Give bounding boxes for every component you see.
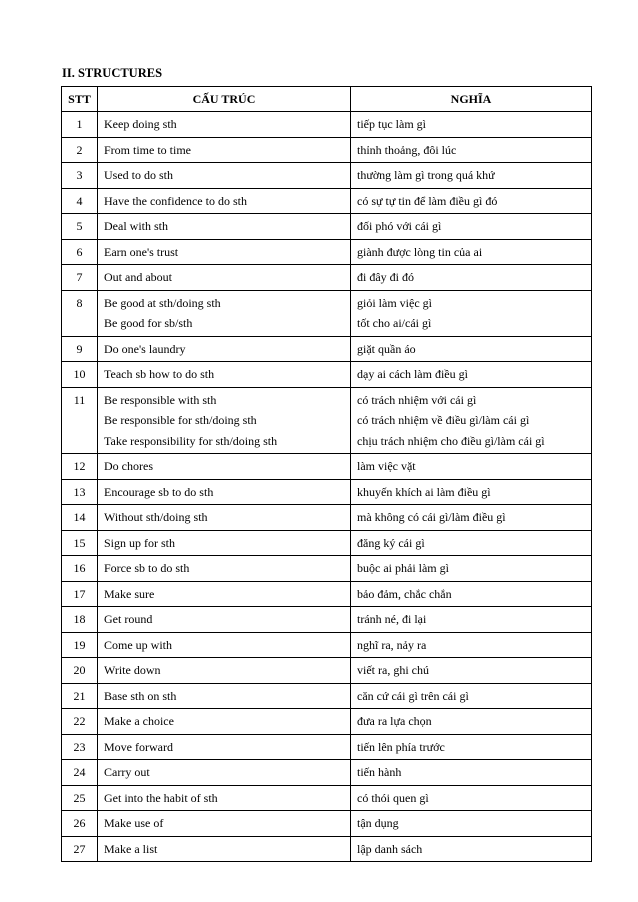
structure-cell: [98, 454, 351, 480]
table-row: [62, 530, 592, 556]
table-row: [62, 137, 592, 163]
meaning-cell: [351, 632, 592, 658]
section-heading: II. STRUCTURES: [62, 66, 163, 80]
meaning-text: thỉnh thoảng, đôi lúc: [357, 142, 457, 157]
structure-cell: [98, 188, 351, 214]
table-row: [62, 188, 592, 214]
structure-cell: [98, 530, 351, 556]
structure-cell: [98, 290, 351, 336]
meaning-cell: [351, 290, 592, 336]
meaning-text: bảo đảm, chắc chắn: [357, 586, 452, 601]
meaning-cell: [351, 112, 592, 138]
structure-cell: [98, 362, 351, 388]
meaning-text: dạy ai cách làm điều gì: [357, 367, 468, 381]
meaning-text: có thói quen gì: [357, 790, 429, 805]
structure-text: Be good at sth/doing sth: [104, 295, 221, 310]
structure-text: Out and about: [104, 270, 172, 284]
structure-text: Without sth/doing sth: [104, 510, 208, 524]
row-number: 5: [62, 214, 98, 240]
table-row: [62, 632, 592, 658]
row-number: 7: [62, 265, 98, 291]
structure-cell: [98, 336, 351, 362]
table-row: [62, 112, 592, 138]
structure-cell: [98, 214, 351, 240]
table-row: [62, 607, 592, 633]
structure-text: Force sb to do sth: [104, 561, 190, 575]
meaning-text: đi đây đi đó: [357, 270, 414, 284]
structure-text: Come up with: [104, 637, 172, 652]
structure-text: Be responsible with sth: [104, 392, 217, 407]
meaning-cell: [351, 163, 592, 189]
structure-cell: [98, 581, 351, 607]
structure-cell: [98, 163, 351, 189]
table-row: [62, 454, 592, 480]
table-row: [62, 336, 592, 362]
row-number: 19: [62, 632, 98, 658]
meaning-cell: [351, 836, 592, 862]
table-row: [62, 387, 592, 454]
structure-cell: [98, 658, 351, 684]
structure-text: Teach sb how to do sth: [104, 367, 215, 381]
table-row: [62, 658, 592, 684]
row-number: 26: [62, 811, 98, 837]
meaning-text: khuyến khích ai làm điều gì: [357, 484, 491, 499]
structure-text: Get round: [104, 612, 153, 626]
meaning-text: có sự tự tin để làm điều gì đó: [357, 193, 498, 208]
row-number: 14: [62, 505, 98, 531]
meaning-text: giặt quần áo: [357, 341, 416, 356]
meaning-text: giành được lòng tin của ai: [357, 244, 483, 259]
meaning-text: tốt cho ai/cái gì: [357, 316, 432, 330]
row-number: 25: [62, 785, 98, 811]
meaning-text: đưa ra lựa chọn: [357, 714, 432, 728]
meaning-text: làm việc vặt: [357, 459, 416, 473]
meaning-text: tận dụng: [357, 816, 399, 830]
header-structure: CẤU TRÚC: [98, 87, 351, 112]
meaning-cell: [351, 658, 592, 684]
structure-text: Do one's laundry: [104, 341, 186, 356]
table-row: [62, 785, 592, 811]
row-number: 9: [62, 336, 98, 362]
structure-text: Make a choice: [104, 714, 174, 728]
row-number: 22: [62, 709, 98, 735]
row-number: 4: [62, 188, 98, 214]
meaning-cell: [351, 556, 592, 582]
meaning-text: tiến hành: [357, 765, 402, 779]
meaning-text: có trách nhiệm với cái gì: [357, 392, 477, 407]
meaning-text: viết ra, ghi chú: [357, 663, 429, 677]
table-row: [62, 556, 592, 582]
structure-cell: [98, 137, 351, 163]
meaning-cell: [351, 239, 592, 265]
row-number: 2: [62, 137, 98, 163]
meaning-text: thường làm gì trong quá khứ: [357, 168, 495, 182]
row-number: 16: [62, 556, 98, 582]
structure-text: Move forward: [104, 739, 173, 754]
meaning-cell: [351, 137, 592, 163]
row-number: 15: [62, 530, 98, 556]
row-number: 23: [62, 734, 98, 760]
structure-text: Sign up for sth: [104, 535, 176, 550]
meaning-cell: [351, 479, 592, 505]
structure-cell: [98, 683, 351, 709]
structure-text: Base sth on sth: [104, 688, 177, 703]
structure-text: Take responsibility for sth/doing sth: [104, 433, 278, 448]
structure-cell: [98, 607, 351, 633]
row-number: 6: [62, 239, 98, 265]
structure-cell: [98, 387, 351, 454]
structure-text: Earn one's trust: [104, 244, 179, 259]
table-row: [62, 581, 592, 607]
structure-cell: [98, 785, 351, 811]
meaning-cell: [351, 188, 592, 214]
table-row: [62, 239, 592, 265]
table-row: [62, 479, 592, 505]
meaning-cell: [351, 387, 592, 454]
meaning-cell: [351, 454, 592, 480]
structure-text: Get into the habit of sth: [104, 790, 218, 805]
meaning-text: tiến lên phía trước: [357, 739, 445, 754]
header-meaning: NGHĨA: [351, 87, 592, 112]
table-row: [62, 760, 592, 786]
meaning-cell: [351, 336, 592, 362]
row-number: 13: [62, 479, 98, 505]
meaning-text: buộc ai phải làm gì: [357, 561, 449, 575]
meaning-cell: [351, 683, 592, 709]
meaning-cell: [351, 760, 592, 786]
meaning-cell: [351, 362, 592, 388]
structure-cell: [98, 836, 351, 862]
structure-cell: [98, 239, 351, 265]
structure-cell: [98, 734, 351, 760]
structure-cell: [98, 479, 351, 505]
meaning-text: tránh né, đi lại: [357, 612, 427, 626]
meaning-text: mà không có cái gì/làm điều gì: [357, 510, 506, 524]
row-number: 3: [62, 163, 98, 189]
row-number: 8: [62, 290, 98, 336]
meaning-cell: [351, 530, 592, 556]
table-row: [62, 836, 592, 862]
meaning-cell: [351, 581, 592, 607]
table-row: [62, 362, 592, 388]
structure-text: Keep doing sth: [104, 117, 177, 131]
meaning-text: giỏi làm việc gì: [357, 295, 432, 310]
structure-cell: [98, 632, 351, 658]
row-number: 11: [62, 387, 98, 454]
table-row: [62, 709, 592, 735]
meaning-text: đối phó với cái gì: [357, 219, 442, 233]
table-row: [62, 734, 592, 760]
structure-text: Write down: [104, 663, 161, 677]
meaning-cell: [351, 607, 592, 633]
table-header-row: [62, 87, 592, 112]
structure-text: Have the confidence to do sth: [104, 193, 247, 208]
table-row: [62, 290, 592, 336]
table-row: [62, 811, 592, 837]
meaning-cell: [351, 505, 592, 531]
row-number: 27: [62, 836, 98, 862]
structure-text: Make a list: [104, 841, 158, 856]
meaning-text: có trách nhiệm về điều gì/làm cái gì: [357, 413, 530, 427]
table-row: [62, 214, 592, 240]
meaning-text: nghĩ ra, nảy ra: [357, 637, 427, 652]
meaning-text: chịu trách nhiệm cho điều gì/làm cái gì: [357, 433, 545, 448]
meaning-text: đăng ký cái gì: [357, 535, 425, 550]
meaning-cell: [351, 709, 592, 735]
structure-text: Make use of: [104, 816, 164, 830]
structure-text: Carry out: [104, 765, 150, 779]
table-row: [62, 265, 592, 291]
row-number: 1: [62, 112, 98, 138]
structure-cell: [98, 265, 351, 291]
meaning-cell: [351, 734, 592, 760]
meaning-cell: [351, 785, 592, 811]
structure-text: Be good for sb/sth: [104, 316, 193, 330]
row-number: 17: [62, 581, 98, 607]
structure-text: Do chores: [104, 459, 153, 473]
structure-cell: [98, 505, 351, 531]
structure-text: From time to time: [104, 142, 191, 157]
structure-text: Make sure: [104, 586, 155, 601]
meaning-text: căn cứ cái gì trên cái gì: [357, 688, 469, 703]
meaning-cell: [351, 214, 592, 240]
structure-text: Deal with sth: [104, 219, 168, 233]
meaning-cell: [351, 811, 592, 837]
structure-text: Encourage sb to do sth: [104, 484, 214, 499]
row-number: 12: [62, 454, 98, 480]
row-number: 24: [62, 760, 98, 786]
structure-cell: [98, 811, 351, 837]
header-stt: STT: [62, 87, 98, 112]
table-row: [62, 683, 592, 709]
meaning-text: lập danh sách: [357, 841, 423, 856]
structures-table: [61, 86, 592, 862]
structure-text: Be responsible for sth/doing sth: [104, 413, 257, 427]
table-row: [62, 505, 592, 531]
structure-cell: [98, 760, 351, 786]
structure-cell: [98, 112, 351, 138]
row-number: 21: [62, 683, 98, 709]
table-row: [62, 163, 592, 189]
meaning-cell: [351, 265, 592, 291]
structure-cell: [98, 709, 351, 735]
structure-cell: [98, 556, 351, 582]
meaning-text: tiếp tục làm gì: [357, 117, 426, 131]
row-number: 20: [62, 658, 98, 684]
table-body: [62, 112, 592, 862]
row-number: 10: [62, 362, 98, 388]
row-number: 18: [62, 607, 98, 633]
structure-text: Used to do sth: [104, 168, 173, 182]
